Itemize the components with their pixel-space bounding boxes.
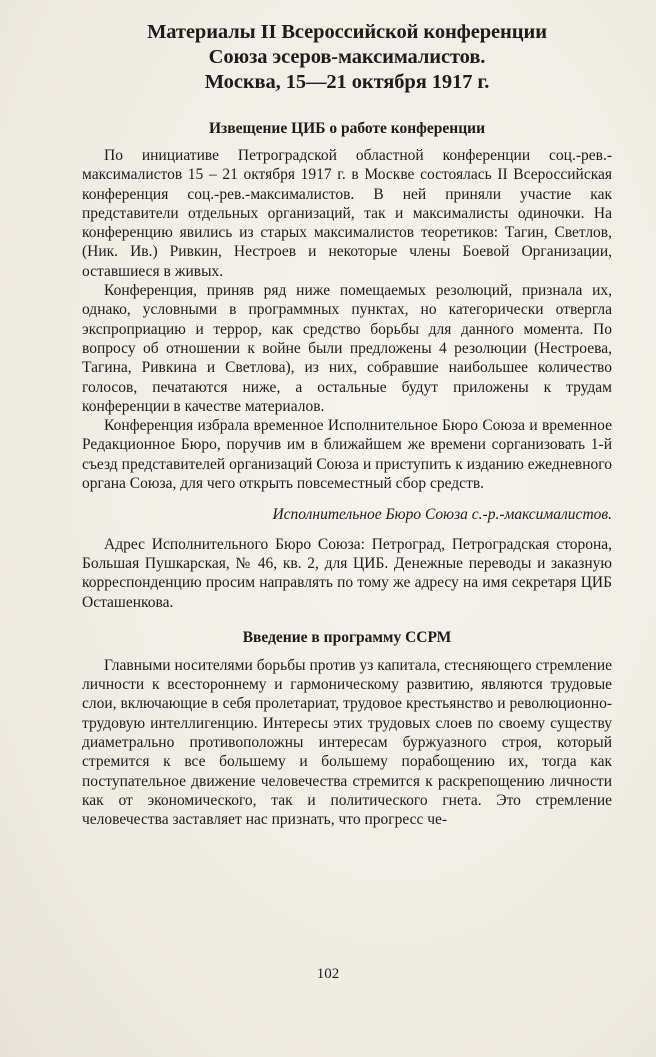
introduction-paragraph: Главными носителями борьбы против уз капитала, стесняющего стремление личности к всестороннему и гармоническому развитию, являются трудовые слои, включающие в себя пролетариат, трудовое крестьянство и революционно-трудовую интеллигенцию. Интересы этих трудовых слоев по своему существу диаметрально противоположны интересам буржуазного строя, который стремится к все большему и большему порабощению их, тогда как поступательное движение человечества стремится к раскрепощению личности как от экономического, так и политического гнета. Это стремление человечества заставляет нас признать, что прогресс че- — [82, 656, 612, 829]
page-text — [82, 20, 612, 830]
title-line-3: Москва, 15—21 октября 1917 г. — [204, 71, 490, 93]
page-number: 102 — [316, 966, 340, 982]
address-paragraph: Адрес Исполнительного Бюро Союза: Петроград, Петроградская сторона, Большая Пушкарская, № 46, кв. 2, для ЦИБ. Денежные переводы и заказную корреспонденцию просим направлять по тому же адресу на имя секретаря ЦИБ Осташенкова. — [82, 535, 612, 611]
title-line-1: Материалы II Всероссийской конференции — [147, 21, 547, 43]
title-line-2: Союза эсеров-максималистов. — [208, 46, 486, 68]
section-heading-notice: Извещение ЦИБ о работе конференции — [208, 120, 486, 137]
notice-paragraph-3: Конференция избрала временное Исполнительное Бюро Союза и временное Редакционное Бюро, поручив им в ближайшем же времени сорганизовать 1-й съезд представителей организаций Союза и приступить к изданию ежедневного органа Союза, для чего открыть повсеместный сбор средств. — [82, 417, 612, 493]
notice-paragraph-2: Конференция, приняв ряд ниже помещаемых резолюций, признала их, однако, условными в программных пунктах, но категорически отвергла экспроприацию и террор, как средство борьбы для данного момента. По вопросу об отношении к войне были предложены 4 резолюции (Нестроева, Тагина, Ривкина и Светлова), из них, собравшие наибольшее количество голосов, печатаются ниже, а остальные будут приложены к трудам конференции в качестве материалов. — [82, 282, 612, 415]
page-title — [82, 20, 612, 95]
notice-paragraph-1: По инициативе Петроградской областной конференции соц.-рев.-максималистов 15 – 21 октября 1917 г. в Москве состоялась II Всероссийская конференция соц.-рев.-максималистов. В ней приняли участие как представители отдельных организаций, так и максималисты одиночки. На конференцию явились из старых максималистов теоретиков: Тагин, Светлов, (Ник. Ив.) Ривкин, Нестроев и некоторые члены Боевой Организации, оставшиеся в живых. — [82, 147, 612, 280]
signature-line: Исполнительное Бюро Союза с.-р.-максималистов. — [272, 506, 612, 524]
section-heading-introduction: Введение в программу ССРМ — [242, 628, 452, 646]
